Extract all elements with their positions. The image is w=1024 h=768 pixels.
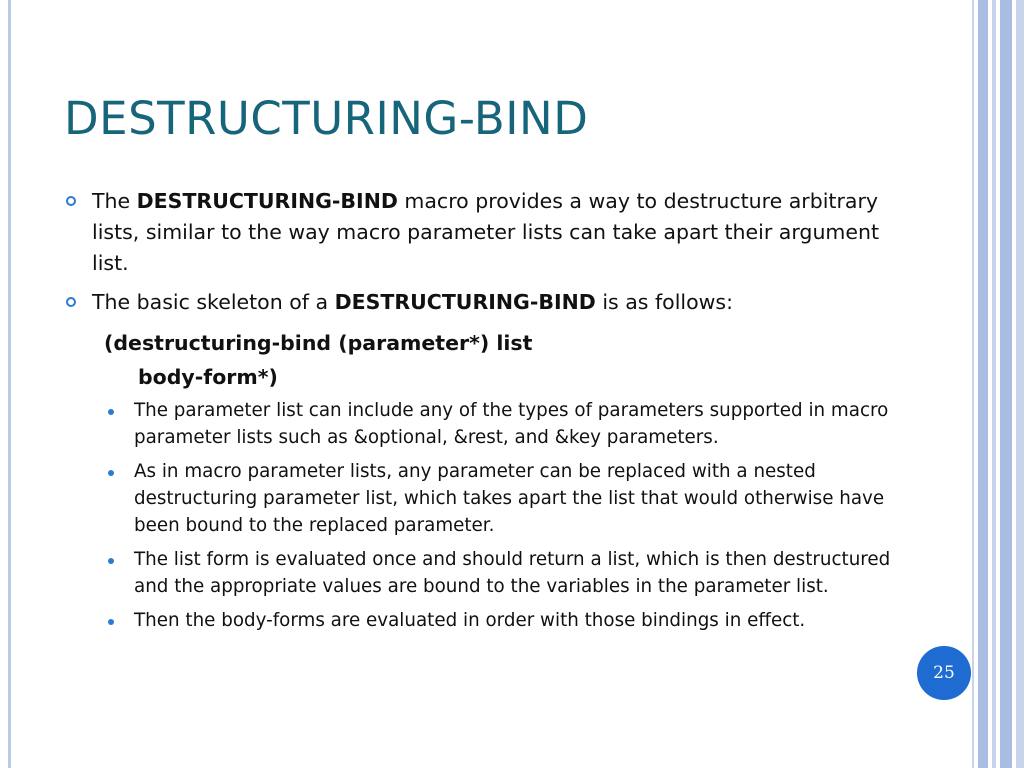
slide-title: DESTRUCTURING-BIND (64, 92, 589, 145)
left-border-line (8, 0, 11, 768)
ring-bullet-icon (66, 297, 76, 307)
code-line: (destructuring-bind (parameter*) list (104, 331, 533, 355)
bullet-text-bold: DESTRUCTURING-BIND (136, 189, 398, 213)
sub-bullet-item (64, 546, 914, 600)
sub-bullet-item (64, 397, 914, 451)
dot-bullet-icon (108, 470, 114, 476)
border-stripe (1016, 0, 1024, 768)
bullet-text-pre: The (92, 189, 137, 213)
dot-bullet-icon (108, 409, 114, 415)
bullet-text-bold: DESTRUCTURING-BIND (334, 290, 596, 314)
border-stripe (978, 0, 988, 768)
page-number-badge: 25 (917, 646, 971, 700)
sub-bullet-text: The parameter list can include any of the types of parameters supported in macro parameter lists such as &optional, &rest, and &key parameters. (134, 400, 889, 448)
sub-bullet-text: Then the body-forms are evaluated in order with those bindings in effect. (134, 610, 806, 631)
border-stripe (972, 0, 974, 768)
sub-bullet-text: As in macro parameter lists, any parameter can be replaced with a nested destructuring parameter list, which takes apart the list that would otherwise have been bound to the replaced parameter. (134, 461, 885, 536)
bullet-text-post: macro provides a way to destructure arbitrary lists, similar to the way macro parameter lists can take apart their argument list. (92, 189, 880, 275)
right-border-stripes (972, 0, 1024, 768)
sub-bullet-item (64, 458, 914, 539)
bullet-text-post: is as follows: (595, 290, 734, 314)
bullet-item (64, 186, 914, 279)
sub-bullet-item (64, 607, 914, 634)
slide-content (64, 186, 914, 641)
code-line: body-form*) (138, 365, 278, 389)
border-stripe (1000, 0, 1012, 768)
bullet-text-pre: The basic skeleton of a (92, 290, 335, 314)
dot-bullet-icon (108, 558, 114, 564)
border-stripe (992, 0, 996, 768)
ring-bullet-icon (66, 196, 76, 206)
bullet-item (64, 287, 914, 318)
sub-bullet-text: The list form is evaluated once and should return a list, which is then destructured and the appropriate values are bound to the variables in the parameter list. (134, 549, 891, 597)
dot-bullet-icon (108, 619, 114, 625)
